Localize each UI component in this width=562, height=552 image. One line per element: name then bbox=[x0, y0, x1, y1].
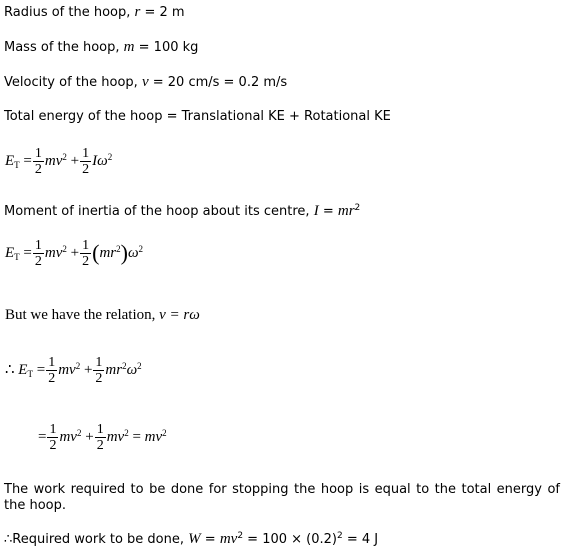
work-rest2: = 4 J bbox=[342, 532, 379, 547]
work-rest: = 100 × (0.2) bbox=[243, 532, 337, 547]
work-eq: = bbox=[200, 532, 220, 547]
radius-value: = 2 m bbox=[140, 5, 185, 20]
relation-expr: v = rω bbox=[159, 307, 200, 323]
work-exp2: 2 bbox=[337, 531, 343, 541]
moment-mr: mr bbox=[337, 203, 355, 219]
mass-line bbox=[4, 39, 198, 56]
moment-I: I bbox=[313, 203, 319, 219]
mass-value: = 100 kg bbox=[134, 40, 199, 55]
energy-equation-2: $E_T$ = $\frac{1}{2}$ $mv^2$ + $\frac{1}{2}$ $(mr^2)\omega^2$ bbox=[5, 238, 144, 269]
work-statement: The work required to be done for stopping the hoop is equal to the total energy of the hoop. bbox=[4, 482, 560, 513]
work-W: W bbox=[188, 531, 201, 547]
velocity-label: Velocity of the hoop, bbox=[4, 75, 138, 90]
work-mv: mv bbox=[219, 531, 238, 547]
moment-line bbox=[4, 203, 360, 220]
radius-line bbox=[4, 4, 185, 21]
work-line bbox=[4, 531, 378, 548]
work-prefix: ∴Required work to be done, bbox=[4, 532, 184, 547]
relation-text: But we have the relation, bbox=[5, 307, 156, 323]
mass-symbol: m bbox=[123, 39, 135, 55]
total-energy-line: Total energy of the hoop = Translational KE + Rotational KE bbox=[4, 109, 391, 124]
energy-equation-1: $E_T$ = $\frac{1}{2}$ $mv^2$ + $\frac{1}{2}$ $I\omega^2$ bbox=[5, 146, 113, 177]
radius-label: Radius of the hoop, bbox=[4, 5, 131, 20]
mass-label: Mass of the hoop, bbox=[4, 40, 120, 55]
energy-equation-4: = $\frac{1}{2}$ $mv^2$ + $\frac{1}{2}$ $mv^2 = mv^2$ bbox=[38, 422, 167, 453]
therefore-symbol: ∴ bbox=[5, 361, 15, 378]
moment-exp: 2 bbox=[354, 203, 361, 213]
moment-equals: = bbox=[318, 204, 338, 219]
work-exp: 2 bbox=[237, 531, 244, 541]
moment-label: Moment of inertia of the hoop about its centre, bbox=[4, 204, 310, 219]
velocity-value: = 20 cm/s = 0.2 m/s bbox=[148, 75, 288, 90]
velocity-line bbox=[4, 74, 287, 91]
radius-symbol: r bbox=[134, 4, 141, 20]
velocity-symbol: v bbox=[141, 74, 149, 90]
energy-equation-3: ∴ $E_T$ = $\frac{1}{2}$ $mv^2$ + $\frac{1}{2}$ $mr^2\omega^2$ bbox=[5, 355, 142, 386]
relation-line bbox=[5, 307, 200, 323]
